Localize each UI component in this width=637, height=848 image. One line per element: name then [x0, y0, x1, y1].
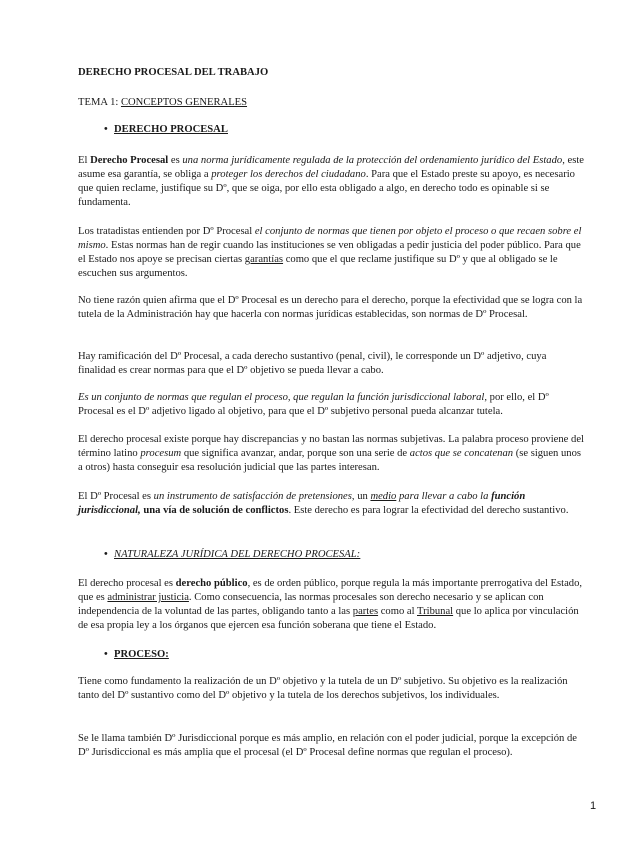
- paragraph: No tiene razón quien afirma que el Dº Procesal es un derecho para el derecho, porque la efectividad que se logra con la tutela de la Administración hay que hacerla con normas jurídicas establecidas, son normas de Dº Procesal.: [78, 295, 583, 320]
- paragraph: Tiene como fundamento la realización de un Dº objetivo y la tutela de un Dº subjetivo. Su objetivo es la realización tanto del Dº sustantivo como del Dº objetivo y la tutela de los derechos subjetivos, los individuales.: [78, 676, 568, 701]
- section-heading-proceso: • PROCESO:: [104, 648, 584, 662]
- topic-heading: [78, 96, 586, 110]
- topic-prefix: TEMA 1:: [78, 97, 121, 108]
- paragraph: El derecho procesal es derecho público, es de orden público, porque regula la más importante prerrogativa del Estado, que es administrar justicia. Como consecuencia, las normas procesales son derecho necesario y se aplican con independencia de la voluntad de las partes, obligando tanto a las partes como al Tribunal que lo aplica por vinculación de esa propia ley a los órganos que ejercen esa función soberana que tiene el Estado.: [78, 578, 583, 631]
- topic-name: CONCEPTOS GENERALES: [120, 97, 248, 108]
- paragraph: Los tratadistas entienden por Dº Procesal el conjunto de normas que tienen por objeto el proceso o que recaen sobre el mismo. Estas normas han de regir cuando las instituciones se ven obligadas a pedir justicia del poder público. Para que el Estado nos apoye se precisan ciertas garantías como que el que reclame justifique su Dº y que al obligado se le escuchen sus argumentos.: [78, 226, 582, 279]
- document-title: DERECHO PROCESAL DEL TRABAJO: [78, 67, 269, 78]
- page-number: 1: [590, 800, 597, 812]
- paragraph: El derecho procesal existe porque hay discrepancias y no bastan las normas subjetivas. La palabra proceso proviene del término latino procesum que significa avanzar, andar, porque son una serie de actos que se concatenan (se siguen unos a otros) hasta conseguir esa resolución judicial que las partes interesan.: [78, 434, 584, 473]
- section-heading-derecho-procesal: • DERECHO PROCESAL: [104, 123, 584, 137]
- paragraph: Hay ramificación del Dº Procesal, a cada derecho sustantivo (penal, civil), le corresponde un Dº adjetivo, cuya finalidad es crear normas para que el Dº objetivo se pueda llevar a cabo.: [78, 351, 547, 376]
- paragraph: El Derecho Procesal es una norma jurídicamente regulada de la protección del ordenamiento jurídico del Estado, este asume esa garantía, se obliga a proteger los derechos del ciudadano. Para que el Estado preste su apoyo, es necesario que quien reclame, justifique su Dº, que se oiga, por ello esta obligado a algo, en derecho todo es opinable si se fundamenta.: [78, 155, 584, 208]
- paragraph: El Dº Procesal es un instrumento de satisfacción de pretensiones, un medio para llevar a cabo la función jurisdiccional, una vía de solución de conflictos. Este derecho es para lograr la efectividad del derecho sustantivo.: [78, 491, 569, 516]
- paragraph: Es un conjunto de normas que regulan el proceso, que regulan la función jurisdiccional laboral, por ello, el Dº Procesal es el Dº adjetivo ligado al objetivo, para que el Dº subjetivo personal pueda alcanzar tutela.: [78, 392, 549, 417]
- paragraph: Se le llama también Dº Jurisdiccional porque es más amplio, en relación con el poder judicial, porque la excepción de Dº Jurisdiccional es más amplia que el procesal (el Dº Procesal define normas que regulan el proceso).: [78, 733, 577, 758]
- section-heading-naturaleza: • NATURALEZA JURÍDICA DEL DERECHO PROCESAL:: [104, 548, 584, 562]
